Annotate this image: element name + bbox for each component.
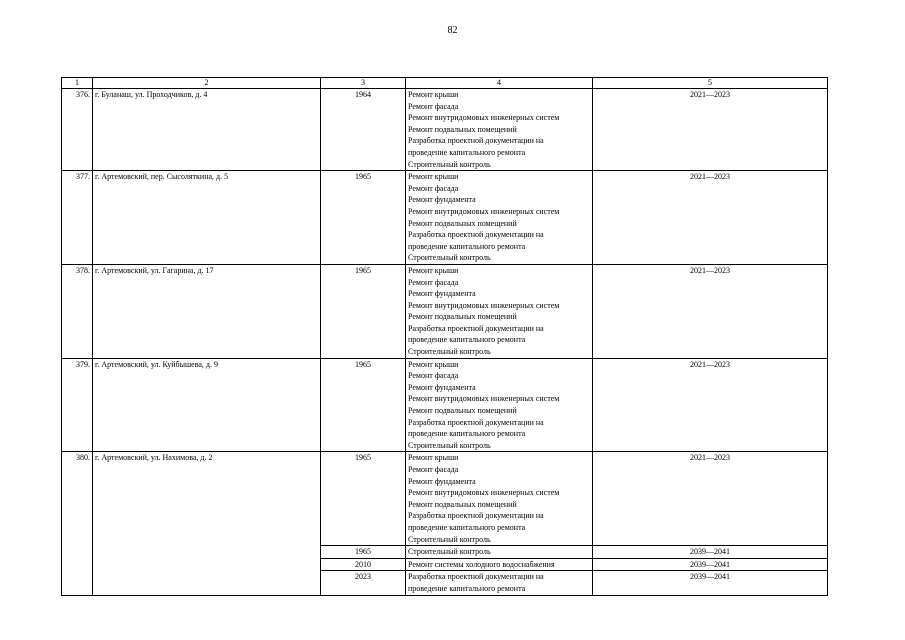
work-item: Ремонт крыши [408, 453, 459, 463]
work-item: Ремонт подвальных помещений [408, 124, 517, 134]
repair-works [406, 264, 593, 358]
row-number: 377. [62, 171, 93, 265]
work-item: Разработка проектной документации на [408, 323, 544, 333]
work-item: Разработка проектной документации на [408, 417, 544, 427]
work-item: Ремонт подвальных помещений [408, 218, 517, 228]
column-header-2: 2 [93, 78, 321, 89]
commission-year: 1965 [321, 546, 406, 559]
work-item: Ремонт фундамента [408, 195, 476, 205]
work-item: проведение капитального ремонта [408, 147, 526, 157]
repair-works [406, 452, 593, 546]
row-number: 380. [62, 452, 93, 595]
table-row [62, 452, 828, 546]
repair-period: 2039—2041 [593, 558, 828, 571]
work-item: Ремонт фасада [408, 465, 459, 474]
commission-year: 1964 [321, 89, 406, 171]
column-header-4: 4 [406, 78, 593, 89]
work-item: Разработка проектной документации на [408, 511, 544, 521]
work-item: Ремонт внутридомовых инженерных систем [408, 488, 560, 498]
column-number-row [62, 78, 828, 89]
work-item: Строительный контроль [408, 547, 491, 557]
repair-works [406, 546, 593, 559]
repair-works [406, 171, 593, 265]
repair-schedule-table [61, 77, 828, 596]
repair-period: 2021—2023 [593, 452, 828, 546]
work-item: Ремонт крыши [408, 90, 459, 99]
work-item: Ремонт фундамента [408, 476, 476, 486]
commission-year: 2023 [321, 571, 406, 595]
work-item: проведение капитального ремонта [408, 241, 526, 251]
work-item: Ремонт внутридомовых инженерных систем [408, 113, 560, 123]
commission-year: 1965 [321, 452, 406, 546]
commission-year: 1965 [321, 358, 406, 452]
repair-period: 2021—2023 [593, 89, 828, 171]
work-item: Разработка проектной документации на [408, 572, 544, 582]
work-item: Ремонт подвальных помещений [408, 406, 517, 416]
work-item: Ремонт внутридомовых инженерных систем [408, 206, 560, 216]
repair-period: 2021—2023 [593, 171, 828, 265]
work-item: Ремонт внутридомовых инженерных систем [408, 300, 560, 310]
work-item: Ремонт крыши [408, 265, 459, 275]
repair-works [406, 571, 593, 595]
repair-period: 2039—2041 [593, 571, 828, 595]
work-item: Ремонт фасада [408, 101, 459, 111]
row-number: 378. [62, 264, 93, 358]
work-item: Ремонт системы холодного водоснабжения [408, 559, 555, 569]
repair-period: 2039—2041 [593, 546, 828, 559]
work-item: Ремонт крыши [408, 172, 459, 182]
building-address: г. Артемовский, пер. Сысоляткина, д. 5 [93, 171, 321, 265]
row-number: 379. [62, 358, 93, 452]
table-row [62, 264, 828, 358]
work-item: Ремонт фасада [408, 183, 459, 193]
repair-works [406, 358, 593, 452]
work-item: Строительный контроль [408, 253, 491, 263]
repair-period: 2021—2023 [593, 358, 828, 452]
commission-year: 1965 [321, 264, 406, 358]
column-header-1: 1 [62, 78, 93, 89]
work-item: Разработка проектной документации на [408, 230, 544, 240]
repair-period: 2021—2023 [593, 264, 828, 358]
page-number: 82 [447, 25, 458, 36]
building-address: г. Буланаш, ул. Проходчиков, д. 4 [93, 89, 321, 171]
building-address: г. Артемовский, ул. Гагарина, д. 17 [93, 264, 321, 358]
work-item: Строительный контроль [408, 440, 491, 450]
work-item: Ремонт внутридомовых инженерных систем [408, 394, 560, 404]
work-item: Ремонт фундамента [408, 382, 476, 392]
work-item: Разработка проектной документации на [408, 136, 544, 146]
row-number: 376. [62, 89, 93, 171]
work-item: проведение капитального ремонта [408, 429, 526, 439]
work-item: Строительный контроль [408, 347, 491, 357]
column-header-5: 5 [593, 78, 828, 89]
repair-works [406, 558, 593, 571]
work-item: Ремонт фундамента [408, 289, 476, 299]
work-item: проведение капитального ремонта [408, 335, 526, 345]
table-row [62, 89, 828, 171]
work-item: Ремонт подвальных помещений [408, 499, 517, 509]
repair-works [406, 89, 593, 171]
column-header-3: 3 [321, 78, 406, 89]
work-item: проведение капитального ремонта [408, 583, 526, 593]
work-item: Ремонт фасада [408, 371, 459, 381]
commission-year: 2010 [321, 558, 406, 571]
work-item: Ремонт фасада [408, 277, 459, 287]
table-row [62, 171, 828, 265]
building-address: г. Артемовский, ул. Куйбышева, д. 9 [93, 358, 321, 452]
table-row [62, 358, 828, 452]
work-item: Ремонт подвальных помещений [408, 312, 517, 322]
building-address: г. Артемовский, ул. Нахимова, д. 2 [93, 452, 321, 595]
work-item: Ремонт крыши [408, 359, 459, 369]
work-item: Строительный контроль [408, 159, 491, 169]
work-item: Строительный контроль [408, 534, 491, 544]
commission-year: 1965 [321, 171, 406, 265]
work-item: проведение капитального ремонта [408, 522, 526, 532]
